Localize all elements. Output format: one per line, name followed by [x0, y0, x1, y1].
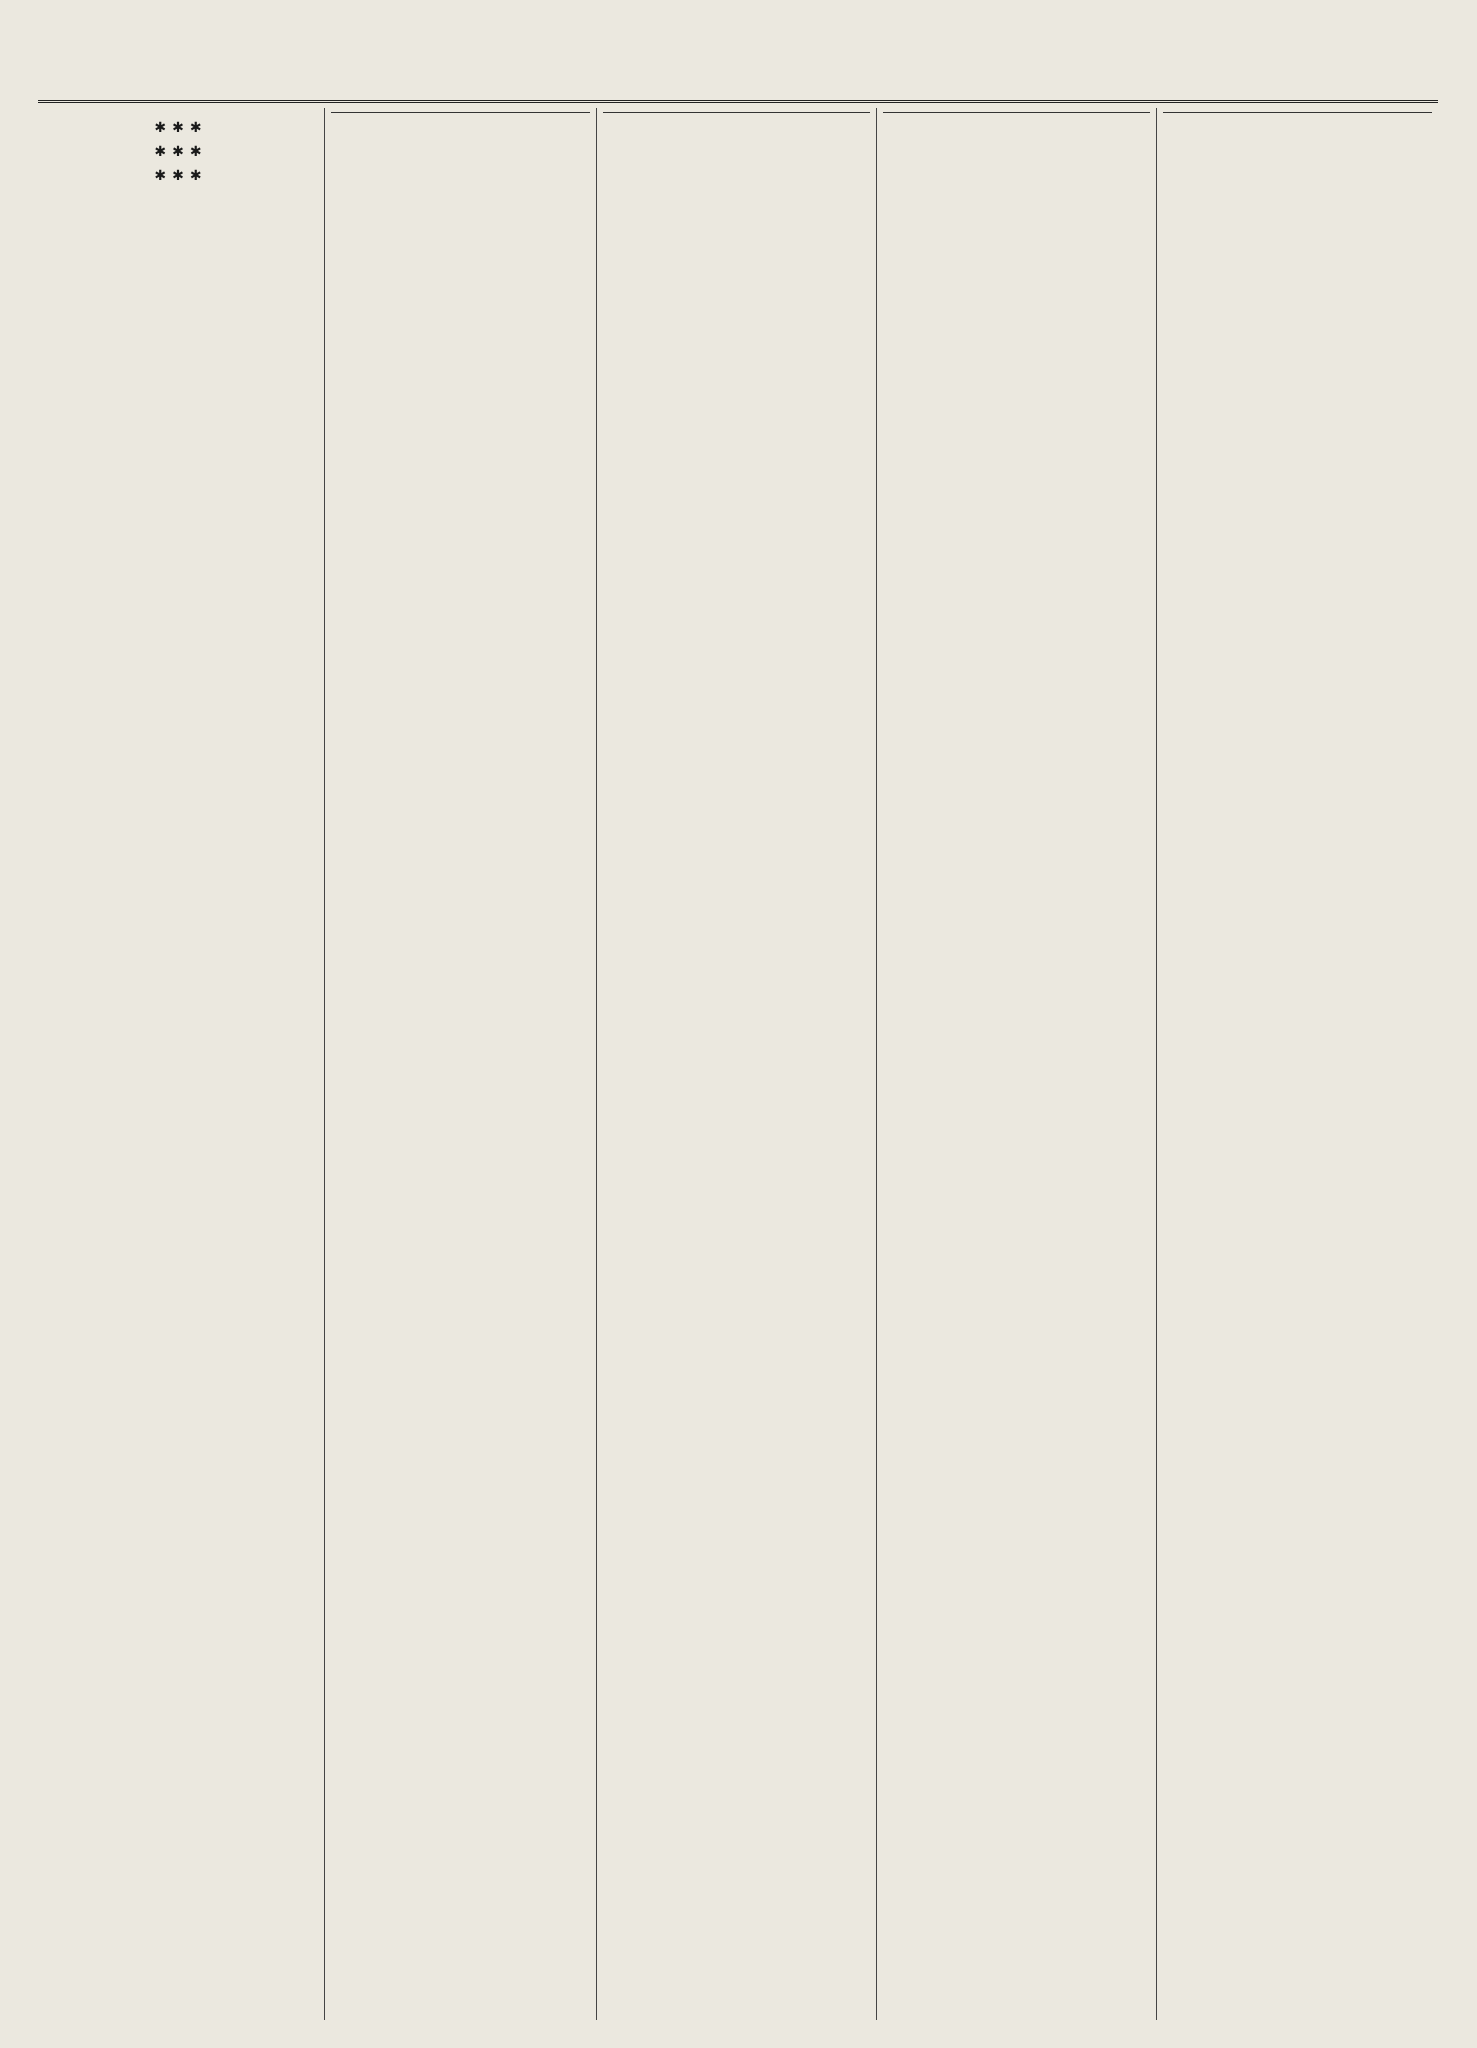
section-label — [883, 108, 1150, 113]
column-alchemy — [38, 108, 324, 2020]
section-label — [331, 108, 590, 113]
column-miscellany — [876, 108, 1156, 2020]
newspaper-page — [38, 48, 1438, 2020]
separator-stars: ✱✱✱ — [154, 168, 208, 184]
separator-stars: ✱✱✱ — [154, 144, 208, 160]
column-children-knowledge — [324, 108, 596, 2020]
column-social — [1156, 108, 1438, 2020]
page-header — [38, 48, 1438, 103]
section-label — [1163, 108, 1432, 113]
separator-stars: ✱✱✱ — [154, 120, 208, 136]
section-label — [603, 108, 870, 113]
columns — [38, 108, 1438, 2020]
column-daily-story — [596, 108, 876, 2020]
